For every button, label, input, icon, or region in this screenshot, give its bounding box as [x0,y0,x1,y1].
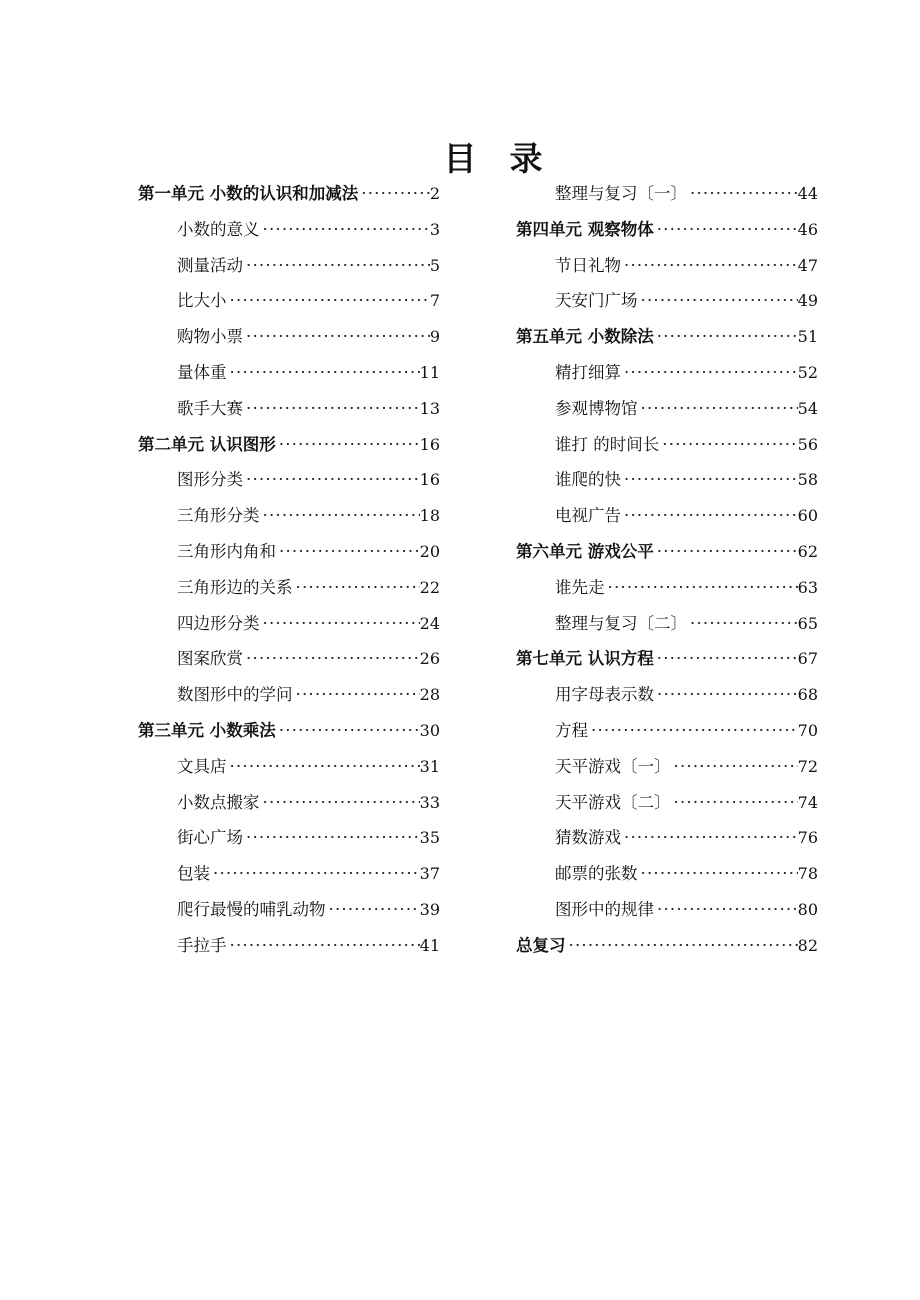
toc-page-number: 70 [797,720,818,740]
dot-leader [296,570,420,606]
toc-entry-label: 三角形内角和 [177,541,276,561]
toc-entry-label: 包装 [177,864,210,884]
toc-lesson-entry[interactable] [138,677,440,713]
dot-leader [246,391,420,427]
toc-page-number: 3 [429,219,440,239]
toc-page-number: 47 [797,255,818,275]
toc-lesson-entry[interactable] [516,749,818,785]
toc-page-number: 52 [797,362,818,382]
dot-leader [641,391,798,427]
dot-leader [230,283,430,319]
dot-leader [657,534,798,570]
dot-leader [263,498,420,534]
toc-lesson-entry[interactable] [516,283,818,319]
toc-entry-label: 小数点搬家 [177,792,260,812]
toc-page-number: 44 [797,184,818,203]
dot-leader [690,176,798,212]
toc-entry-label: 邮票的张数 [555,864,638,884]
toc-page-number: 5 [429,255,440,275]
toc-page-number: 28 [419,685,440,705]
toc-lesson-entry[interactable] [516,677,818,713]
toc-lesson-entry[interactable] [138,462,440,498]
dot-leader [657,319,798,355]
toc-entry-label: 谁爬的快 [555,470,621,490]
toc-entry-label: 比大小 [177,291,227,311]
dot-leader [674,749,798,785]
toc-entry-label: 谁先走 [555,577,605,597]
toc-page-number: 56 [797,434,818,454]
dot-leader [608,570,798,606]
toc-entry-label: 第三单元 小数乘法 [138,720,276,740]
toc-lesson-entry[interactable] [516,606,818,642]
toc-entry-label: 图案欣赏 [177,649,243,669]
dot-leader [230,928,420,964]
toc-lesson-entry[interactable] [138,534,440,570]
dot-leader [263,785,420,821]
toc-lesson-entry[interactable] [138,820,440,856]
toc-lesson-entry[interactable] [138,248,440,284]
toc-lesson-entry[interactable] [516,713,818,749]
toc-lesson-entry[interactable] [138,212,440,248]
toc-entry-label: 四边形分类 [177,613,260,633]
toc-page-number: 11 [419,362,440,382]
toc-entry-label: 整理与复习〔一〕 [555,184,687,203]
toc-entry-label: 第七单元 认识方程 [516,649,654,669]
toc-page-number: 16 [419,434,440,454]
dot-leader [230,749,420,785]
dot-leader [624,248,798,284]
toc-page-number: 49 [797,291,818,311]
toc-lesson-entry[interactable] [138,355,440,391]
toc-unit-entry[interactable] [516,212,818,248]
toc-lesson-entry[interactable] [516,498,818,534]
toc-page-number: 7 [429,291,440,311]
dot-leader [569,928,798,964]
toc-lesson-entry[interactable] [516,820,818,856]
toc-entry-label: 天平游戏〔一〕 [555,756,671,776]
toc-page-number: 37 [419,864,440,884]
dot-leader [213,856,420,892]
toc-entry-label: 图形分类 [177,470,243,490]
toc-page-number: 24 [419,613,440,633]
dot-leader [690,606,798,642]
toc-entry-label: 手拉手 [177,935,227,955]
toc-entry-label: 节日礼物 [555,255,621,275]
dot-leader [624,462,798,498]
toc-page-number: 20 [419,541,440,561]
dot-leader [246,248,430,284]
toc-unit-entry[interactable] [516,641,818,677]
toc-unit-entry[interactable] [138,713,440,749]
toc-entry-label: 量体重 [177,362,227,382]
toc-lesson-entry[interactable] [516,248,818,284]
toc-page-number: 13 [419,398,440,418]
toc-lesson-entry[interactable] [138,391,440,427]
dot-leader [674,785,798,821]
toc-lesson-entry[interactable] [516,427,818,463]
toc-page-number: 41 [419,935,440,955]
toc-lesson-entry[interactable] [138,498,440,534]
dot-leader [657,641,798,677]
toc-unit-entry[interactable] [516,928,818,964]
dot-leader [279,713,420,749]
toc-entry-label: 第二单元 认识图形 [138,434,276,454]
dot-leader [263,212,430,248]
toc-lesson-entry[interactable] [516,892,818,928]
dot-leader [657,212,798,248]
toc-entry-label: 街心广场 [177,828,243,848]
dot-leader [246,641,420,677]
dot-leader [591,713,798,749]
toc-lesson-entry[interactable] [138,749,440,785]
toc-entry-label: 文具店 [177,756,227,776]
toc-page-number: 63 [797,577,818,597]
toc-entry-label: 图形中的规律 [555,899,654,919]
toc-lesson-entry[interactable] [138,892,440,928]
toc-lesson-entry[interactable] [138,283,440,319]
toc-lesson-entry[interactable] [516,785,818,821]
dot-leader [361,176,430,212]
toc-entry-label: 歌手大赛 [177,398,243,418]
toc-page-number: 46 [797,219,818,239]
toc-entry-label: 数图形中的学问 [177,685,293,705]
dot-leader [624,355,798,391]
dot-leader [641,283,798,319]
toc-page-number: 26 [419,649,440,669]
toc-lesson-entry[interactable] [138,856,440,892]
toc-entry-label: 电视广告 [555,506,621,526]
toc-unit-entry[interactable] [138,176,440,212]
toc-entry-label: 第一单元 小数的认识和加减法 [138,184,359,203]
toc-page-number: 30 [419,720,440,740]
toc-page-number: 78 [797,864,818,884]
toc-left-column [138,176,440,964]
toc-page-number: 58 [797,470,818,490]
toc-lesson-entry[interactable] [138,606,440,642]
toc-entry-label: 第四单元 观察物体 [516,219,654,239]
toc-entry-label: 方程 [555,720,588,740]
toc-page-number: 33 [419,792,440,812]
toc-page-number: 82 [797,935,818,955]
toc-page-number: 60 [797,506,818,526]
toc-lesson-entry[interactable] [516,570,818,606]
toc-page-number: 54 [797,398,818,418]
dot-leader [657,892,798,928]
dot-leader [246,319,430,355]
dot-leader [279,427,420,463]
toc-entry-label: 第五单元 小数除法 [516,327,654,347]
toc-entry-label: 三角形分类 [177,506,260,526]
toc-entry-label: 谁打 的时间长 [555,434,660,454]
toc-entry-label: 爬行最慢的哺乳动物 [177,899,326,919]
toc-page-number: 35 [419,828,440,848]
toc-lesson-entry[interactable] [516,391,818,427]
toc-entry-label: 第六单元 游戏公平 [516,541,654,561]
dot-leader [279,534,420,570]
toc-lesson-entry[interactable] [138,319,440,355]
toc-page-number: 51 [797,327,818,347]
toc-page-number: 39 [419,899,440,919]
toc-entry-label: 三角形边的关系 [177,577,293,597]
toc-page-number: 67 [797,649,818,669]
toc-entry-label: 整理与复习〔二〕 [555,613,687,633]
dot-leader [662,427,797,463]
toc-entry-label: 天平游戏〔二〕 [555,792,671,812]
toc-page-number: 9 [429,327,440,347]
toc-page-number: 16 [419,470,440,490]
toc-page-number: 22 [419,577,440,597]
dot-leader [657,677,798,713]
page-title: 目 录 [443,139,543,178]
toc-right-column [516,176,818,964]
toc-entry-label: 参观博物馆 [555,398,638,418]
dot-leader [263,606,420,642]
toc-page-number: 80 [797,899,818,919]
toc-lesson-entry[interactable] [516,355,818,391]
dot-leader [329,892,420,928]
toc-unit-entry[interactable] [516,534,818,570]
toc-entry-label: 总复习 [516,935,566,955]
toc-page-number: 62 [797,541,818,561]
toc-entry-label: 用字母表示数 [555,685,654,705]
toc-lesson-entry[interactable] [138,785,440,821]
toc-page-number: 74 [797,792,818,812]
toc-page-number: 18 [419,506,440,526]
toc-entry-label: 猜数游戏 [555,828,621,848]
toc-lesson-entry[interactable] [516,176,818,212]
toc-entry-label: 小数的意义 [177,219,260,239]
toc-lesson-entry[interactable] [516,462,818,498]
dot-leader [246,462,420,498]
toc-lesson-entry[interactable] [138,641,440,677]
toc-lesson-entry[interactable] [138,570,440,606]
dot-leader [624,820,798,856]
toc-page-number: 2 [429,184,440,203]
dot-leader [641,856,798,892]
toc-page-number: 31 [419,756,440,776]
toc-entry-label: 测量活动 [177,255,243,275]
toc-page-number: 72 [797,756,818,776]
dot-leader [296,677,420,713]
toc-unit-entry[interactable] [138,427,440,463]
toc-entry-label: 天安门广场 [555,291,638,311]
toc-entry-label: 精打细算 [555,362,621,382]
toc-page-number: 65 [797,613,818,633]
toc-entry-label: 购物小票 [177,327,243,347]
toc-page-number: 68 [797,685,818,705]
dot-leader [246,820,420,856]
toc-unit-entry[interactable] [516,319,818,355]
dot-leader [230,355,420,391]
toc-page-number: 76 [797,828,818,848]
dot-leader [624,498,798,534]
toc-lesson-entry[interactable] [516,856,818,892]
toc-lesson-entry[interactable] [138,928,440,964]
